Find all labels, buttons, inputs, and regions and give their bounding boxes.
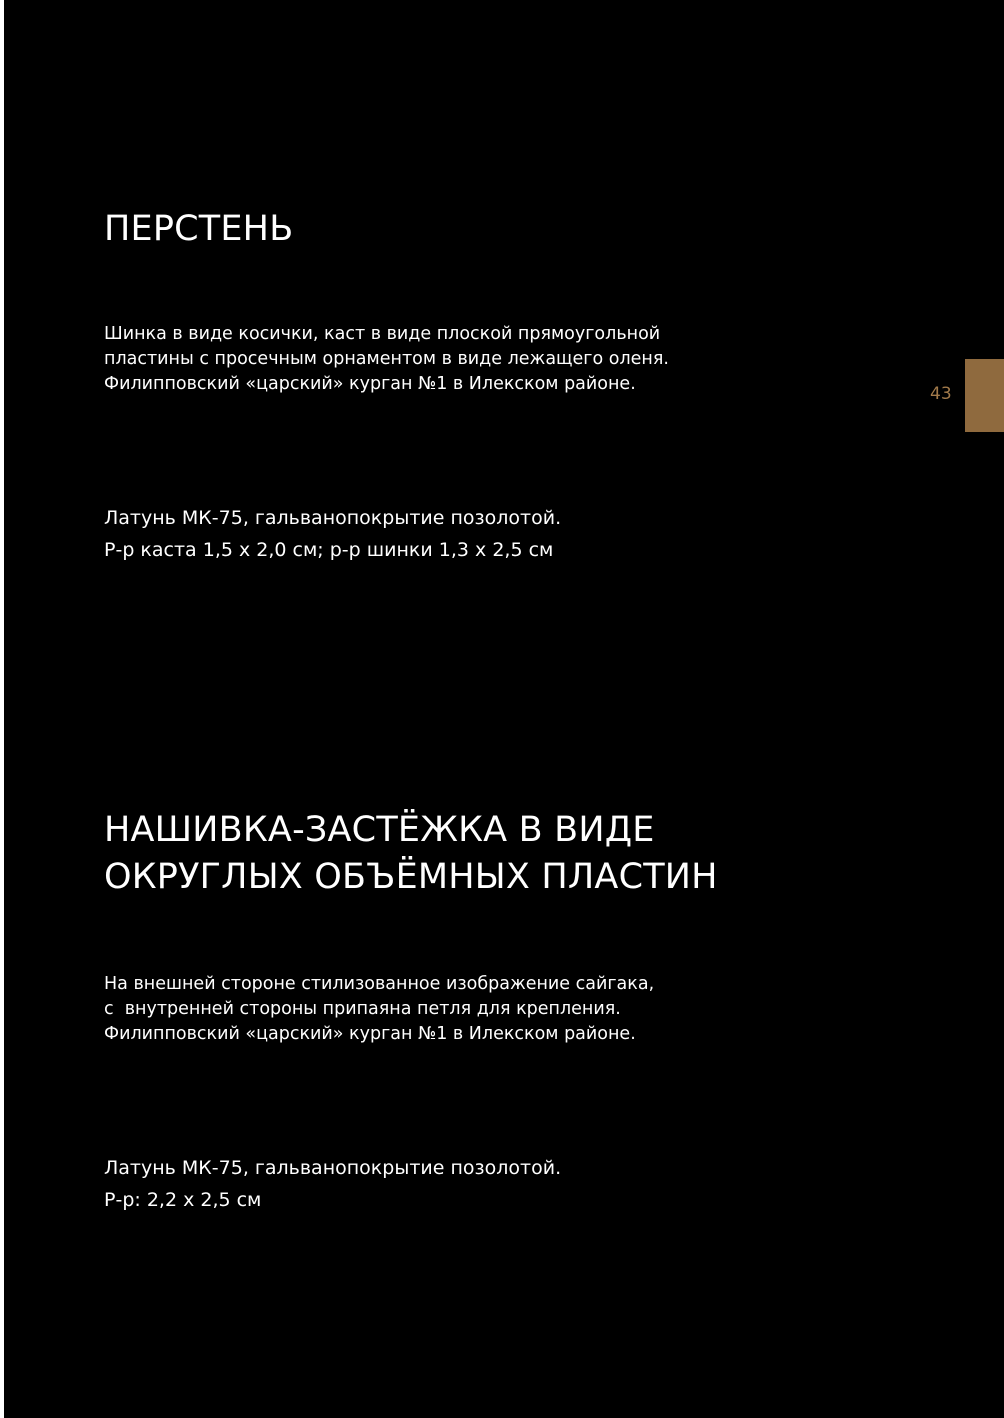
spec-line: Латунь МК-75, гальванопокрытие позолотой. [104,507,562,529]
section-specs-clasp [104,1152,561,1216]
description-line: с внутренней стороны припаяна петля для крепления. [104,999,621,1019]
description-line: пластины с просечным орнаментом в виде лежащего оленя. [104,349,669,369]
section-title-ring [104,206,293,252]
catalog-page [4,0,1004,1418]
section-description-ring [104,322,669,397]
section-specs-ring [104,502,561,566]
description-line: Шинка в виде косички, каст в виде плоской прямоугольной [104,324,661,344]
spec-line: Р-р каста 1,5 х 2,0 см; р-р шинки 1,3 х 2,5 см [104,539,554,561]
spec-line: Р-р: 2,2 х 2,5 см [104,1189,262,1211]
page-number: 43 [930,384,952,404]
description-line: Филипповский «царский» курган №1 в Илекском районе. [104,1024,636,1044]
page-tab-marker [965,359,1004,432]
section-title-clasp [104,807,718,901]
description-line: На внешней стороне стилизованное изображение сайгака, [104,974,655,994]
section-title-line: ПЕРСТЕНЬ [104,209,294,249]
section-title-line: ОКРУГЛЫХ ОБЪЁМНЫХ ПЛАСТИН [104,857,718,897]
description-line: Филипповский «царский» курган №1 в Илекском районе. [104,374,636,394]
spec-line: Латунь МК-75, гальванопокрытие позолотой. [104,1157,562,1179]
section-title-line: НАШИВКА-ЗАСТЁЖКА В ВИДЕ [104,810,655,850]
section-description-clasp [104,972,654,1047]
